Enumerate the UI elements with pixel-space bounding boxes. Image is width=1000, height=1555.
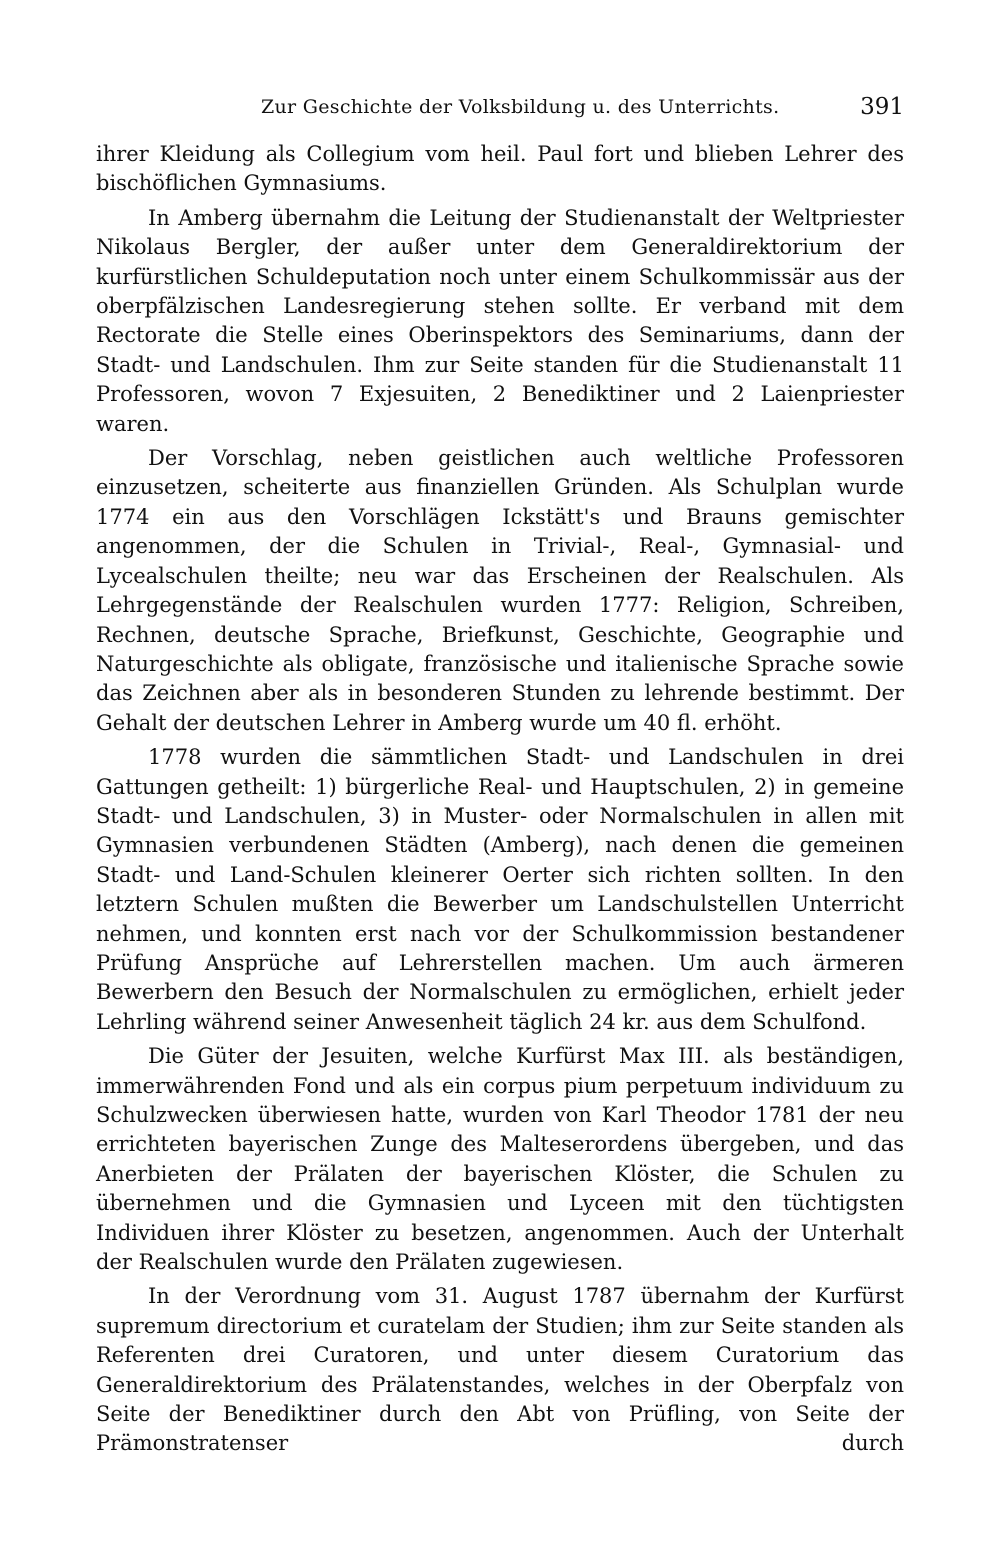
page-number: 391 <box>860 94 904 120</box>
page-header <box>96 96 904 140</box>
paragraph-6: In der Verordnung vom 31. August 1787 übernahm der Kurfürst supremum directorium et curatelam der Studien; ihm zur Seite standen als Referenten drei Curatoren, und unter diesem Curatorium das Generaldirektorium des Prälatenstandes, welches in der Oberpfalz von Seite der Benediktiner durch den Abt von Prüfling, von Seite der Prämonstratenser durch <box>96 1284 904 1456</box>
paragraph-4: 1778 wurden die sämmtlichen Stadt- und Landschulen in drei Gattungen getheilt: 1) bürgerliche Real- und Hauptschulen, 2) in gemeine Stadt- und Landschulen, 3) in Muster- oder Normalschulen in allen mit Gymnasien verbundenen Städten (Amberg), nach denen die gemeinen Stadt- und Land-Schulen kleinerer Oerter sich richten sollten. In den letztern Schulen mußten die Bewerber um Landschulstellen Unterricht nehmen, und konnten erst nach vor der Schulkommission bestandener Prüfung Ansprüche auf Lehrerstellen machen. Um auch ärmeren Bewerbern den Besuch der Normalschulen zu ermöglichen, erhielt jeder Lehrling während seiner Anwesenheit täglich 24 kr. aus dem Schulfond. <box>96 745 904 1034</box>
paragraph-5: Die Güter der Jesuiten, welche Kurfürst Max III. als beständigen, immerwährenden Fond und als ein corpus pium perpetuum individuum zu Schulzwecken überwiesen hatte, wurden von Karl Theodor 1781 der neu errichteten bayerischen Zunge des Malteserordens übergeben, und das Anerbieten der Prälaten der bayerischen Klöster, die Schulen zu übernehmen und die Gymnasien und Lyceen mit den tüchtigsten Individuen ihrer Klöster zu besetzen, angenommen. Auch der Unterhalt der Realschulen wurde den Prälaten zugewiesen. <box>96 1044 904 1275</box>
book-page <box>96 96 904 1459</box>
paragraph-1: ihrer Kleidung als Collegium vom heil. Paul fort und blieben Lehrer des bischöflichen Gymnasiums. <box>96 142 904 196</box>
paragraph-3: Der Vorschlag, neben geistlichen auch weltliche Professoren einzusetzen, scheiterte aus finanziellen Gründen. Als Schulplan wurde 1774 ein aus den Vorschlägen Ickstätt's und Brauns gemischter angenommen, der die Schulen in Trivial-, Real-, Gymnasial- und Lycealschulen theilte; neu war das Erscheinen der Realschulen. Als Lehrgegenstände der Realschulen wurden 1777: Religion, Schreiben, Rechnen, deutsche Sprache, Briefkunst, Geschichte, Geographie und Naturgeschichte als obligate, französische und italienische Sprache sowie das Zeichnen aber als in besonderen Stunden zu lehrende bestimmt. Der Gehalt der deutschen Lehrer in Amberg wurde um 40 fl. erhöht. <box>96 446 904 735</box>
paragraph-2: In Amberg übernahm die Leitung der Studienanstalt der Weltpriester Nikolaus Bergler, der außer unter dem Generaldirektorium der kurfürstlichen Schuldeputation noch unter einem Schulkommissär aus der oberpfälzischen Landesregierung stehen sollte. Er verband mit dem Rectorate die Stelle eines Oberinspektors des Seminariums, dann der Stadt- und Landschulen. Ihm zur Seite standen für die Studienanstalt 11 Professoren, wovon 7 Exjesuiten, 2 Benediktiner und 2 Laienpriester waren. <box>96 205 904 436</box>
running-title: Zur Geschichte der Volksbildung u. des Unterrichts. <box>261 96 780 118</box>
